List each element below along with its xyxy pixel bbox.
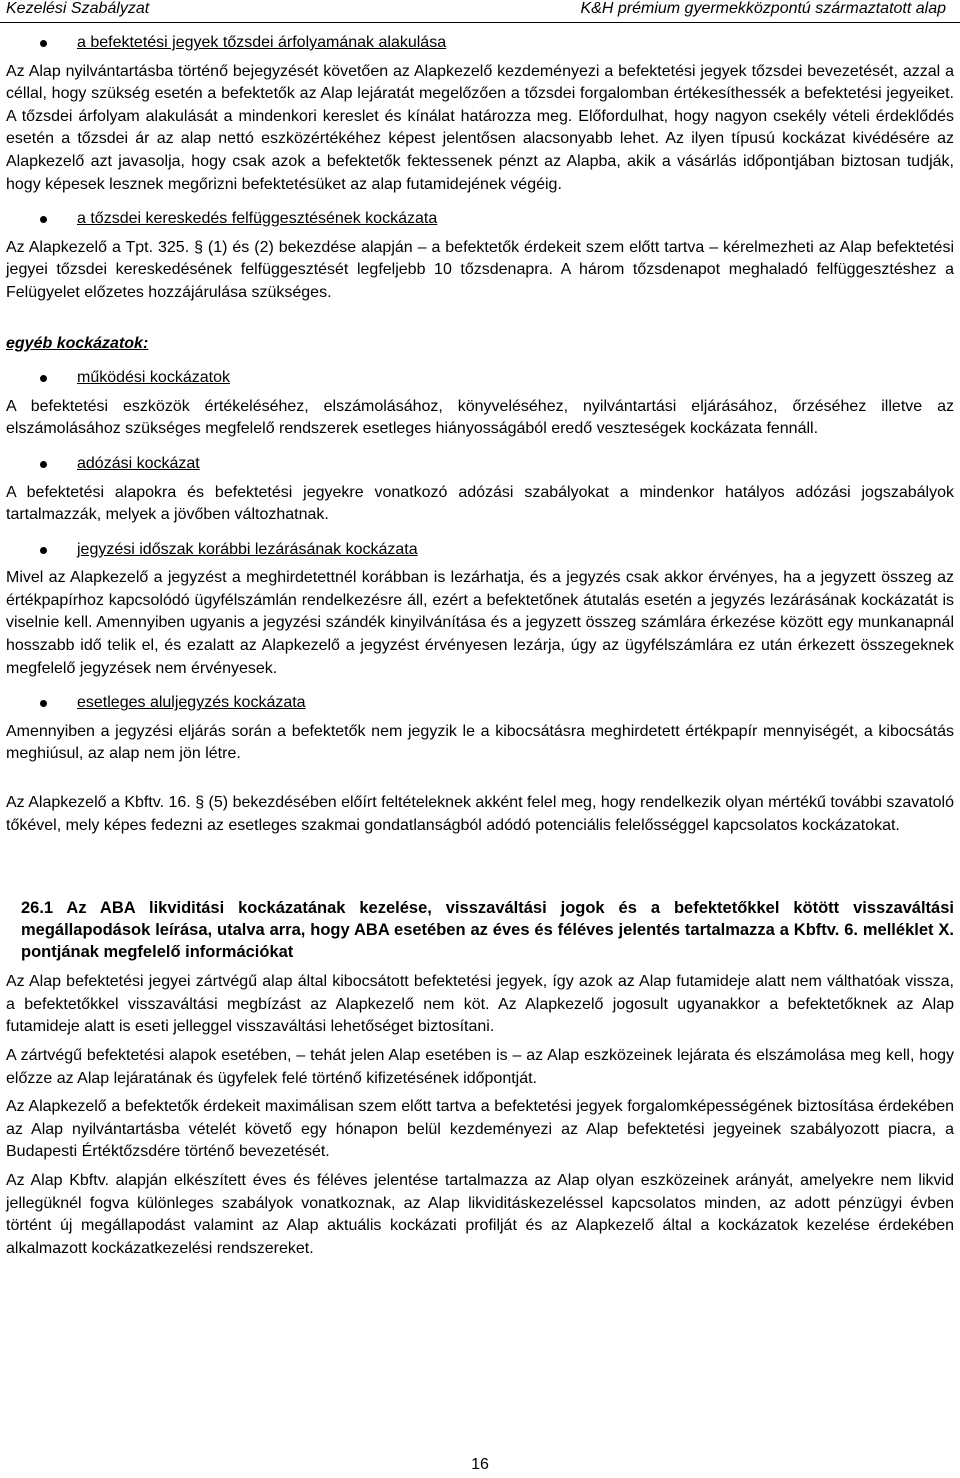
bullet-item [6,208,954,231]
paragraph: Az Alapkezelő a Tpt. 325. § (1) és (2) bekezdése alapján – a befektetők érdekeit szem előtt tartva – kérelmezheti az Alap befektetési jegyei tőzsdei kereskedésének felfüggesztését legfeljebb 10 tőzsdenapra. A három tőzsdenapot meghaladó felfüggesztéshez a Felügyelet előzetes hozzájárulása szükséges. [6,238,954,301]
bullet-dot-icon [40,216,47,223]
bullet-label: esetleges aluljegyzés kockázata [77,694,306,712]
paragraph: Az Alapkezelő a Kbftv. 16. § (5) bekezdésében előírt feltételeknek akként felel meg, hogy rendelkezik olyan mértékű további szavatoló tőkével, mely képes fedezni az esetleges szakmai gondatlanságból adódó potenciális felelősséggel kapcsolatos kockázatokat. [6,794,954,834]
bullet-label: működési kockázatok [77,369,230,387]
paragraph: Az Alapkezelő a befektetők érdekeit maximálisan szem előtt tartva a befektetési jegyek forgalomképességének biztosítása érdekében az Alap nyilvántartásba vételét követő egy hónapon belül kezdeményezi az Alap befektetési jegyeinek szabályozott piacra, a Budapesti Értéktőzsdére történő bevezetését. [6,1098,954,1161]
bullet-label: adózási kockázat [77,454,200,472]
bullet-item [6,367,954,390]
paragraph: A zártvégű befektetési alapok esetében, – tehát jelen Alap esetében is – az Alap eszközeinek lejárata és elszámolása meg kell, hogy előzze az Alap lejáratának és ügyfelek felé történő kifizetésének időpontját. [6,1047,954,1087]
paragraph: A befektetési alapokra és befektetési jegyekre vonatkozó adózási szabályokat a mindenkor hatályos adózási jogszabályok tartalmazzák, melyek a jövőben változhatnak. [6,483,954,524]
document-body [6,26,954,1260]
bullet-dot-icon [40,40,47,47]
header-fund-name: K&H prémium gyermekközpontú származtatott alap [580,0,946,17]
paragraph: Az Alap befektetési jegyei zártvégű alap által kibocsátott befektetési jegyek, így azok az Alap futamideje alatt nem válthatóak vissza, a befektetőkkel visszaváltási megbízást az Alapkezelő nem köt. Az Alapkezelő jogosult ugyanakkor a befektetőknek az Alap futamideje alatt is eseti jelleggel visszaváltási lehetőséget biztosítani. [6,973,954,1036]
paragraph: Az Alap nyilvántartásba történő bejegyzését követően az Alapkezelő kezdeményezi a befektetési jegyek tőzsdei bevezetését, azzal a céllal, hogy szükség esetén a befektetők az Alap lejáratát megelőzően a tőzsdei forgalomban értékesíthessék a befektetési jegyeiket. A tőzsdei árfolyam alakulását a mindenkori kereslet és kínálat határozza meg. Előfordulhat, hogy nagyon csekély vételi érdeklődés esetén a tőzsdei ár az alap nettó eszközértékéhez képest jelentősen alacsonyabb lehet. Az ilyen típusú kockázat kivédésére az Alapkezelő azt javasolja, hogy csak azok a befektetők fektessenek pénzt az Alapba, akik a vásárlás időpontjában biztosan tudják, hogy képesek lesznek megőrizni befektetésüket az alap futamidejének végéig. [6,62,954,193]
bullet-item [6,692,954,715]
bullet-label: a befektetési jegyek tőzsdei árfolyamának alakulása [77,34,447,51]
page-header [0,0,960,23]
bullet-dot-icon [40,700,47,707]
header-document-title: Kezelési Szabályzat [6,0,150,17]
bullet-item [6,453,954,476]
section-heading-other-risks: egyéb kockázatok: [6,334,149,352]
bullet-dot-icon [40,375,47,382]
bullet-label: a tőzsdei kereskedés felfüggesztésének kockázata [77,210,438,228]
bullet-item [6,32,954,55]
paragraph: Amennyiben a jegyzési eljárás során a befektetők nem jegyzik le a kibocsátásra meghirdetett értékpapír mennyiségét, a kibocsátás meghiúsul, az alap nem jön létre. [6,722,954,763]
paragraph: A befektetési eszközök értékeléséhez, elszámolásához, könyveléséhez, nyilvántartási eljárásához, őrzéséhez illetve az elszámolásához szükséges megfelelő rendszerek esetleges hiányosságából eredő veszteségek kockázata fennáll. [6,397,954,438]
bullet-dot-icon [40,547,47,554]
section-title: 26.1 Az ABA likviditási kockázatának kezelése, visszaváltási jogok és a befektetőkkel kötött visszaváltási megállapodások leírása, utalva arra, hogy ABA esetében az éves és féléves jelentés tartalmazza a Kbftv. 6. melléklet X. pontjának megfelelő információkat [21,899,954,962]
bullet-dot-icon [40,461,47,468]
page-number: 16 [471,1456,489,1473]
bullet-label: jegyzési időszak korábbi lezárásának kockázata [77,540,418,558]
bullet-item [6,539,954,562]
paragraph: Mivel az Alapkezelő a jegyzést a meghirdetettnél korábban is lezárhatja, és a jegyzés csak akkor érvényes, ha a jegyzett összeg az értékpapírhoz kapcsolódó ügyfélszámlán rendelkezésre áll, ezért a befektetőnek átutalás esetén a jegyzés lezárásának kockázatát is viselnie kell. Amennyiben ugyanis a jegyzési szándék kinyilvánítása és a jegyzett összeg számlára érkezése között egy munkanapnál hosszabb idő telik el, és ezalatt az Alapkezelő a jegyzést érvényesen lezárja, úgy az ügyfélszámlára ez után érkezett összegeknek megfelelő jegyzések nem érvényesek. [6,569,954,677]
paragraph: Az Alap Kbftv. alapján elkészített éves és féléves jelentése tartalmazza az Alap olyan eszközeinek arányát, amelyekre nem likvid jellegüknél fogva különleges szabályok vonatkoznak, az Alap likviditáskezeléssel kapcsolatos minden, az adott pénzügyi évben történt új megállapodást valamint az Alap aktuális kockázati profilját és az Alapkezelő által a kockázatok kezelése érdekében alkalmazott kockázatkezelési rendszereket. [6,1171,954,1257]
